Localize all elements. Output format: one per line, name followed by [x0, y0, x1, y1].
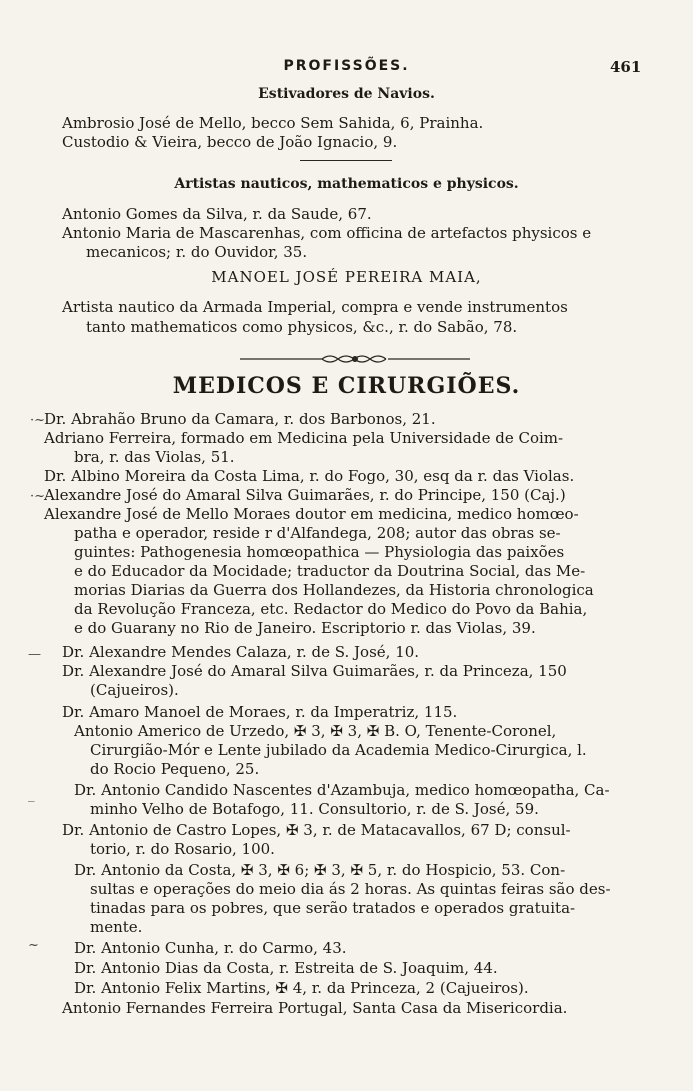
list-item: Dr. Amaro Manoel de Moraes, r. da Imperatriz, 115. [62, 703, 458, 721]
list-item: bra, r. das Violas, 51. [74, 448, 235, 466]
list-item: Antonio Maria de Mascarenhas, com officina de artefactos physicos e [62, 224, 592, 242]
margin-mark: — [28, 647, 41, 662]
heading-medicos: MEDICOS E CIRURGIÕES. [172, 373, 521, 399]
list-item: Dr. Antonio Felix Martins, ✠ 4, r. da Princeza, 2 (Cajueiros). [74, 979, 529, 997]
list-item: e do Guarany no Rio de Janeiro. Escriptorio r. das Violas, 39. [74, 619, 536, 637]
margin-mark: ·~ [30, 413, 46, 428]
list-item: Dr. Antonio de Castro Lopes, ✠ 3, r. de Matacavallos, 67 D; consul- [62, 821, 571, 839]
ornament-divider [240, 353, 470, 365]
list-item: Alexandre José do Amaral Silva Guimarães, r. do Principe, 150 (Caj.) [44, 486, 566, 504]
list-item: Dr. Albino Moreira da Costa Lima, r. do Fogo, 30, esq da r. das Violas. [44, 467, 575, 485]
divider [300, 160, 392, 161]
featured-name: MANOEL JOSÉ PEREIRA MAIA, [211, 268, 482, 286]
featured-text: tanto mathematicos como physicos, &c., r. do Sabão, 78. [86, 318, 518, 336]
list-item: mecanicos; r. do Ouvidor, 35. [86, 243, 308, 261]
list-item: morias Diarias da Guerra dos Hollandezes, da Historia chronologica [74, 581, 594, 599]
list-item: da Revolução Franceza, etc. Redactor do Medico do Povo da Bahia, [74, 600, 588, 618]
list-item: Antonio Americo de Urzedo, ✠ 3, ✠ 3, ✠ B. O, Tenente-Coronel, [74, 722, 557, 740]
list-item: Dr. Antonio da Costa, ✠ 3, ✠ 6; ✠ 3, ✠ 5, r. do Hospicio, 53. Con- [74, 861, 566, 879]
list-item: torio, r. do Rosario, 100. [90, 840, 275, 858]
list-item: Dr. Alexandre Mendes Calaza, r. de S. José, 10. [62, 643, 420, 661]
list-item: patha e operador, reside r d'Alfandega, 208; autor das obras se- [74, 524, 561, 542]
list-item: do Rocio Pequeno, 25. [90, 760, 260, 778]
list-item: Ambrosio José de Mello, becco Sem Sahida, 6, Prainha. [62, 114, 484, 132]
heading-artistas: Artistas nauticos, mathematicos e physicos. [174, 176, 519, 192]
list-item: sultas e operações do meio dia ás 2 horas. As quintas feiras são des- [90, 880, 611, 898]
margin-mark: ~ [28, 938, 39, 953]
list-item: minho Velho de Botafogo, 11. Consultorio, r. de S. José, 59. [90, 800, 539, 818]
list-item: Adriano Ferreira, formado em Medicina pela Universidade de Coim- [44, 429, 564, 447]
list-item: Dr. Abrahão Bruno da Camara, r. dos Barbonos, 21. [44, 410, 436, 428]
list-item: Dr. Antonio Candido Nascentes d'Azambuja, medico homœopatha, Ca- [74, 781, 610, 799]
list-item: Cirurgião-Mór e Lente jubilado da Academia Medico-Cirurgica, l. [90, 741, 587, 759]
page-number: 461 [610, 58, 642, 76]
running-head: PROFISSÕES. [283, 58, 410, 74]
list-item: guintes: Pathogenesia homœopathica — Physiologia das paixões [74, 543, 565, 561]
list-item: Dr. Antonio Cunha, r. do Carmo, 43. [74, 939, 347, 957]
list-item: mente. [90, 918, 143, 936]
list-item: (Cajueiros). [90, 681, 179, 699]
list-item: Custodio & Vieira, becco de João Ignacio, 9. [62, 133, 398, 151]
list-item: Antonio Gomes da Silva, r. da Saude, 67. [62, 205, 372, 223]
list-item: Dr. Alexandre José do Amaral Silva Guimarães, r. da Princeza, 150 [62, 662, 567, 680]
list-item: Dr. Antonio Dias da Costa, r. Estreita de S. Joaquim, 44. [74, 959, 498, 977]
list-item: Alexandre José de Mello Moraes doutor em medicina, medico homœo- [44, 505, 579, 523]
list-item: e do Educador da Mocidade; traductor da Doutrina Social, das Me- [74, 562, 586, 580]
list-item: tinadas para os pobres, que serão tratados e operados gratuita- [90, 899, 576, 917]
heading-estivadores: Estivadores de Navios. [258, 86, 435, 102]
list-item: Antonio Fernandes Ferreira Portugal, Santa Casa da Misericordia. [62, 999, 568, 1017]
margin-mark: ‾ [28, 800, 35, 815]
featured-text: Artista nautico da Armada Imperial, compra e vende instrumentos [62, 298, 568, 316]
margin-mark: ·~ [30, 489, 46, 504]
